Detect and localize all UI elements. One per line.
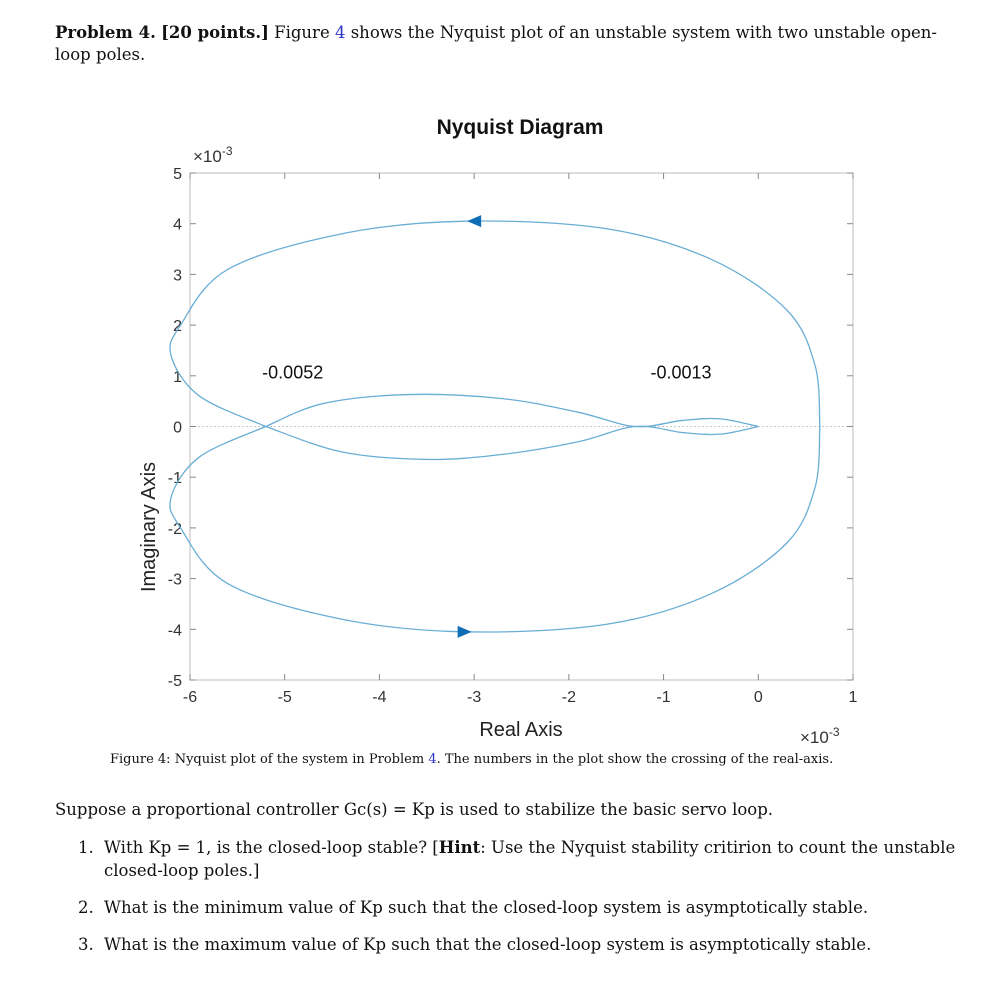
y-tick-label: 0 <box>173 419 182 437</box>
chart-title: Nyquist Diagram <box>436 116 604 139</box>
y-tick-label: -2 <box>167 520 182 538</box>
x-axis-label: Real Axis <box>479 719 563 741</box>
x-tick-label: -5 <box>277 689 292 706</box>
question-3: 3. What is the maximum value of Kp such that the closed-loop system is asymptotically stable. <box>78 935 872 954</box>
svg-text:×10-3: $\times 10^{-3}$ <box>800 725 840 747</box>
figure-caption: Figure 4: Nyquist plot of the system in Problem 4. The numbers in the plot show the crossing of the real-axis. <box>110 752 834 767</box>
y-tick-label: 1 <box>173 368 182 386</box>
x-exponent <box>800 725 840 747</box>
problem-label: Problem 4. <box>55 23 156 42</box>
y-tick-label: -4 <box>167 622 182 640</box>
y-tick-label: 5 <box>173 166 182 183</box>
x-tick-label: -3 <box>467 689 482 706</box>
direction-arrow-left <box>467 215 481 227</box>
x-tick-label: -4 <box>372 689 387 706</box>
y-tick-label: 3 <box>173 267 182 285</box>
x-tick-label: -1 <box>656 689 671 706</box>
problem-points: [20 points.] <box>161 23 269 42</box>
x-tick-label: -2 <box>561 689 576 706</box>
question-list <box>78 836 958 970</box>
intro-paragraph: Suppose a proportional controller Gc(s) = Kp is used to stabilize the basic servo loop. <box>55 800 774 819</box>
svg-text:×10-3: $\times 10^{-3}$ <box>193 144 233 166</box>
question-2: 2. What is the minimum value of Kp such that the closed-loop system is asymptotically stable. <box>78 898 869 917</box>
y-axis-label: Imaginary Axis <box>138 461 160 593</box>
direction-arrow-right <box>458 626 472 638</box>
problem-text-c: loop poles. <box>55 45 146 64</box>
y-tick-label: -1 <box>167 470 182 488</box>
problem-statement <box>55 22 945 66</box>
x-tick-label: 1 <box>848 689 858 706</box>
crossing-annotation: -0.0052 <box>262 362 324 383</box>
nyquist-chart <box>0 100 985 780</box>
y-tick-label: 4 <box>173 216 182 234</box>
plot-area-frame <box>190 173 853 680</box>
x-tick-label: 0 <box>753 689 763 706</box>
x-tick-label: -6 <box>182 689 198 706</box>
caption-problem-ref[interactable]: 4 <box>428 752 437 767</box>
y-tick-label: 2 <box>173 318 182 336</box>
figure-ref-link[interactable]: 4 <box>334 23 346 42</box>
nyquist-curve-1 <box>167 427 820 633</box>
nyquist-curve-3 <box>266 426 759 459</box>
y-tick-label: -3 <box>167 571 182 589</box>
crossing-annotation: -0.0013 <box>650 362 712 383</box>
problem-text-a: Figure <box>274 23 330 42</box>
question-1: 1. With Kp = 1, is the closed-loop stable? [Hint: Use the Nyquist stability critirion to count the unstable closed-loop poles.] <box>78 838 956 880</box>
nyquist-figure <box>0 100 985 780</box>
y-exponent <box>193 144 233 166</box>
nyquist-curve-0 <box>170 221 820 427</box>
y-tick-label: -5 <box>167 673 182 690</box>
problem-text-b: shows the Nyquist plot of an unstable system with two unstable open- <box>350 23 937 42</box>
nyquist-curve-2 <box>266 394 759 426</box>
